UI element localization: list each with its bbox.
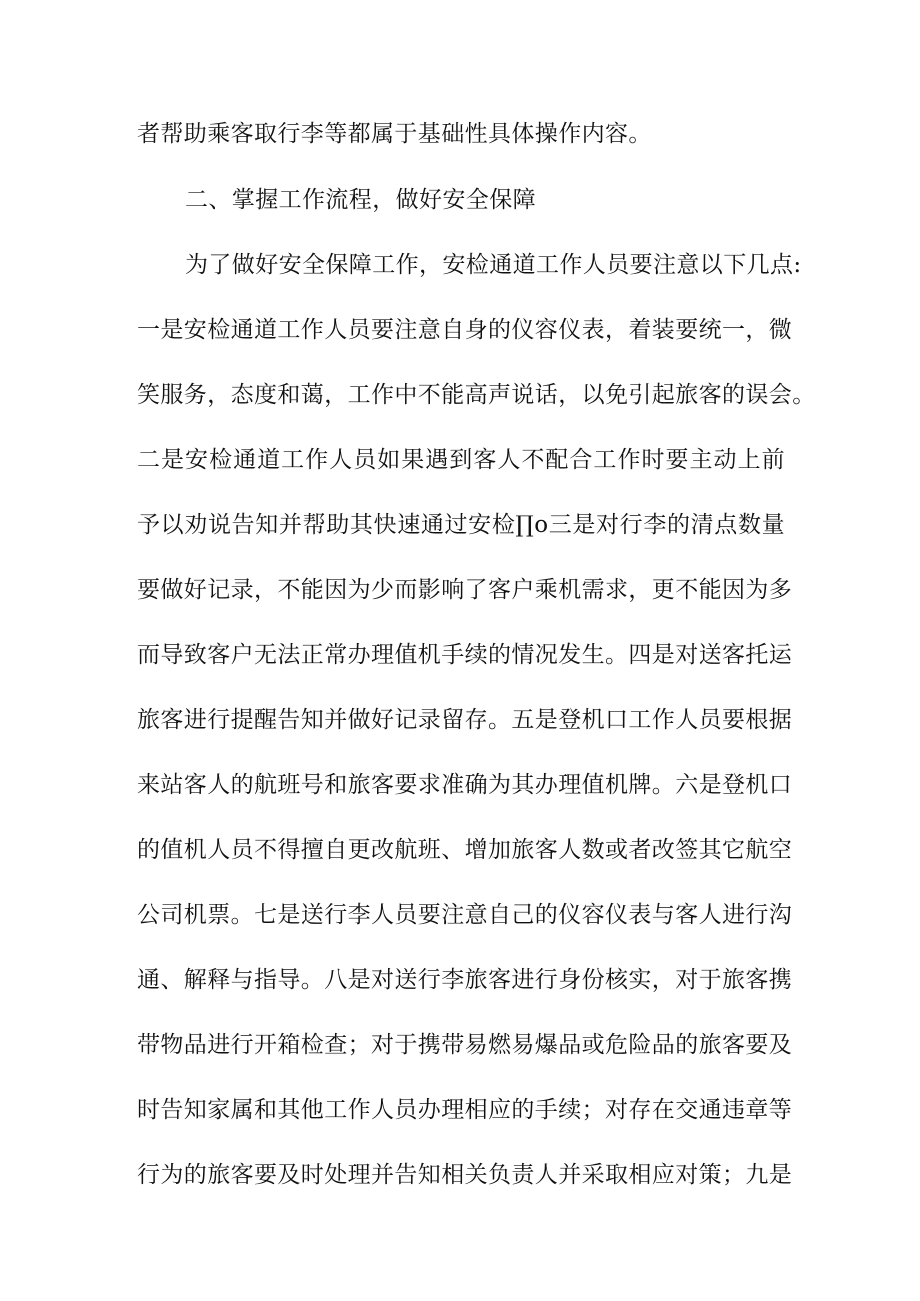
paragraph-line-1: 者帮助乘客取行李等都属于基础性具体操作内容。 bbox=[137, 121, 652, 147]
paragraph-line-3: 为了做好安全保障工作，安检通道工作人员要注意以下几点: bbox=[185, 252, 802, 278]
paragraph-line-8: 要做好记录，不能因为少而影响了客户乘机需求，更不能因为多 bbox=[137, 577, 793, 603]
paragraph-line-9: 而导致客户无法正常办理值机手续的情况发生。四是对送客托运 bbox=[137, 642, 793, 668]
section-heading: 二、掌握工作流程，做好安全保障 bbox=[185, 187, 536, 213]
paragraph-line-4: 一是安检通道工作人员要注意自身的仪容仪表，着装要统一，微 bbox=[137, 317, 793, 343]
paragraph-line-17: 行为的旅客要及时处理并告知相关负责人并采取相应对策；九是 bbox=[137, 1162, 793, 1188]
paragraph-line-16: 时告知家属和其他工作人员办理相应的手续；对存在交通违章等 bbox=[137, 1097, 793, 1123]
paragraph-line-5: 笑服务，态度和蔼，工作中不能高声说话，以免引起旅客的误会。 bbox=[137, 382, 816, 408]
paragraph-line-12: 的值机人员不得擅自更改航班、增加旅客人数或者改签其它航空 bbox=[137, 837, 793, 863]
paragraph-line-14: 通、解释与指导。八是对送行李旅客进行身份核实，对于旅客携 bbox=[137, 967, 793, 993]
paragraph-line-10: 旅客进行提醒告知并做好记录留存。五是登机口工作人员要根据 bbox=[137, 707, 793, 733]
paragraph-line-13: 公司机票。七是送行李人员要注意自己的仪容仪表与客人进行沟 bbox=[137, 902, 793, 928]
paragraph-line-6: 二是安检通道工作人员如果遇到客人不配合工作时要主动上前 bbox=[137, 447, 785, 473]
paragraph-line-11: 来站客人的航班号和旅客要求准确为其办理值机牌。六是登机口 bbox=[137, 772, 793, 798]
paragraph-line-15: 带物品进行开箱检查；对于携带易燃易爆品或危险品的旅客要及 bbox=[137, 1032, 793, 1058]
paragraph-line-7: 予以劝说告知并帮助其快速通过安检∏o三是对行李的清点数量 bbox=[137, 512, 785, 538]
